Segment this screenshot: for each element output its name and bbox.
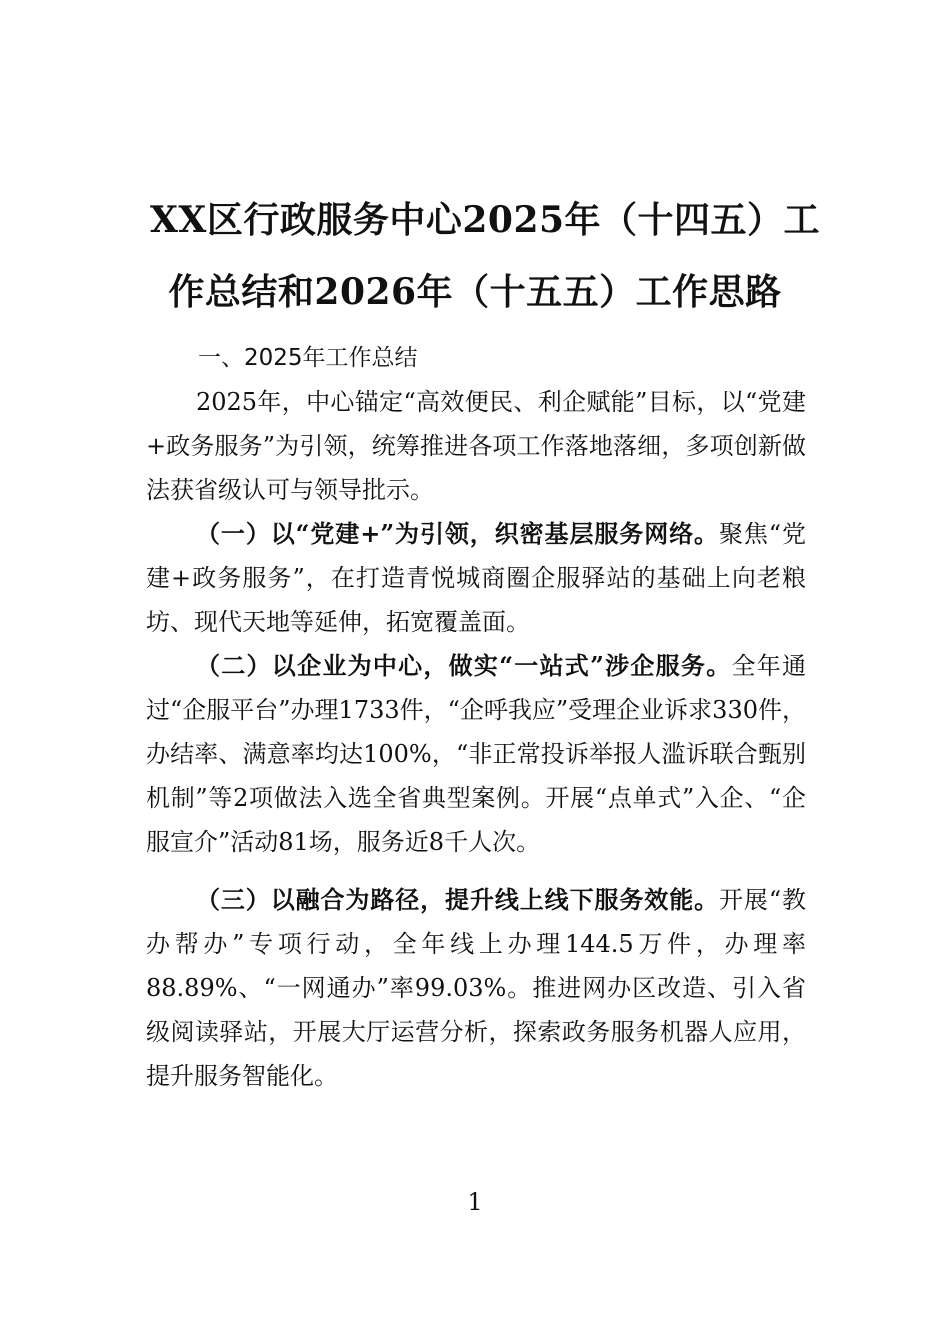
document-title — [150, 184, 821, 328]
item-body-3: 开展“教办帮办”专项行动，全年线上办理144.5万件，办理率88.89%、“一网通办”率99.03%。推进网办区改造、引入省级阅读驿站，开展大厅运营分析，探索政务服务机器人应用，提升服务智能化。 — [146, 886, 806, 1090]
item-lead-1: （一）以“党建+”为引领，织密基层服务网络。 — [196, 519, 719, 548]
item-body-2: 全年通过“企服平台”办理1733件，“企呼我应”受理企业诉求330件，办结率、满意率均达100%，“非正常投诉举报人滥诉联合甄别机制”等2项做法入选全省典型案例。开展“点单式”入企、“企服宣介”活动81场，服务近8千人次。 — [146, 652, 807, 856]
item-body-1: 聚焦“党建+政务服务”，在打造青悦城商圈企服驿站的基础上向老粮坊、现代天地等延伸，拓宽覆盖面。 — [146, 520, 806, 636]
item-lead-2: （二）以企业为中心，做实“一站式”涉企服务。 — [196, 651, 732, 680]
intro-paragraph: 2025年，中心锚定“高效便民、利企赋能”目标，以“党建+政务服务”为引领，统筹推进各项工作落地落细，多项创新做法获省级认可与领导批示。 — [146, 388, 806, 504]
item-lead-3: （三）以融合为路径，提升线上线下服务效能。 — [196, 885, 720, 914]
page-number: 1 — [467, 1188, 483, 1216]
title-line-2: 作总结和2026年（十五五）工作思路 — [168, 271, 782, 314]
section-heading: 一、2025年工作总结 — [198, 345, 418, 371]
paragraph-gap — [146, 864, 806, 878]
document-body — [146, 336, 806, 1098]
item-paragraph-1 — [146, 512, 806, 644]
title-line-1: XX区行政服务中心2025年（十四五）工 — [150, 199, 821, 242]
item-paragraph-2 — [146, 644, 806, 864]
item-paragraph-3 — [146, 878, 806, 1098]
